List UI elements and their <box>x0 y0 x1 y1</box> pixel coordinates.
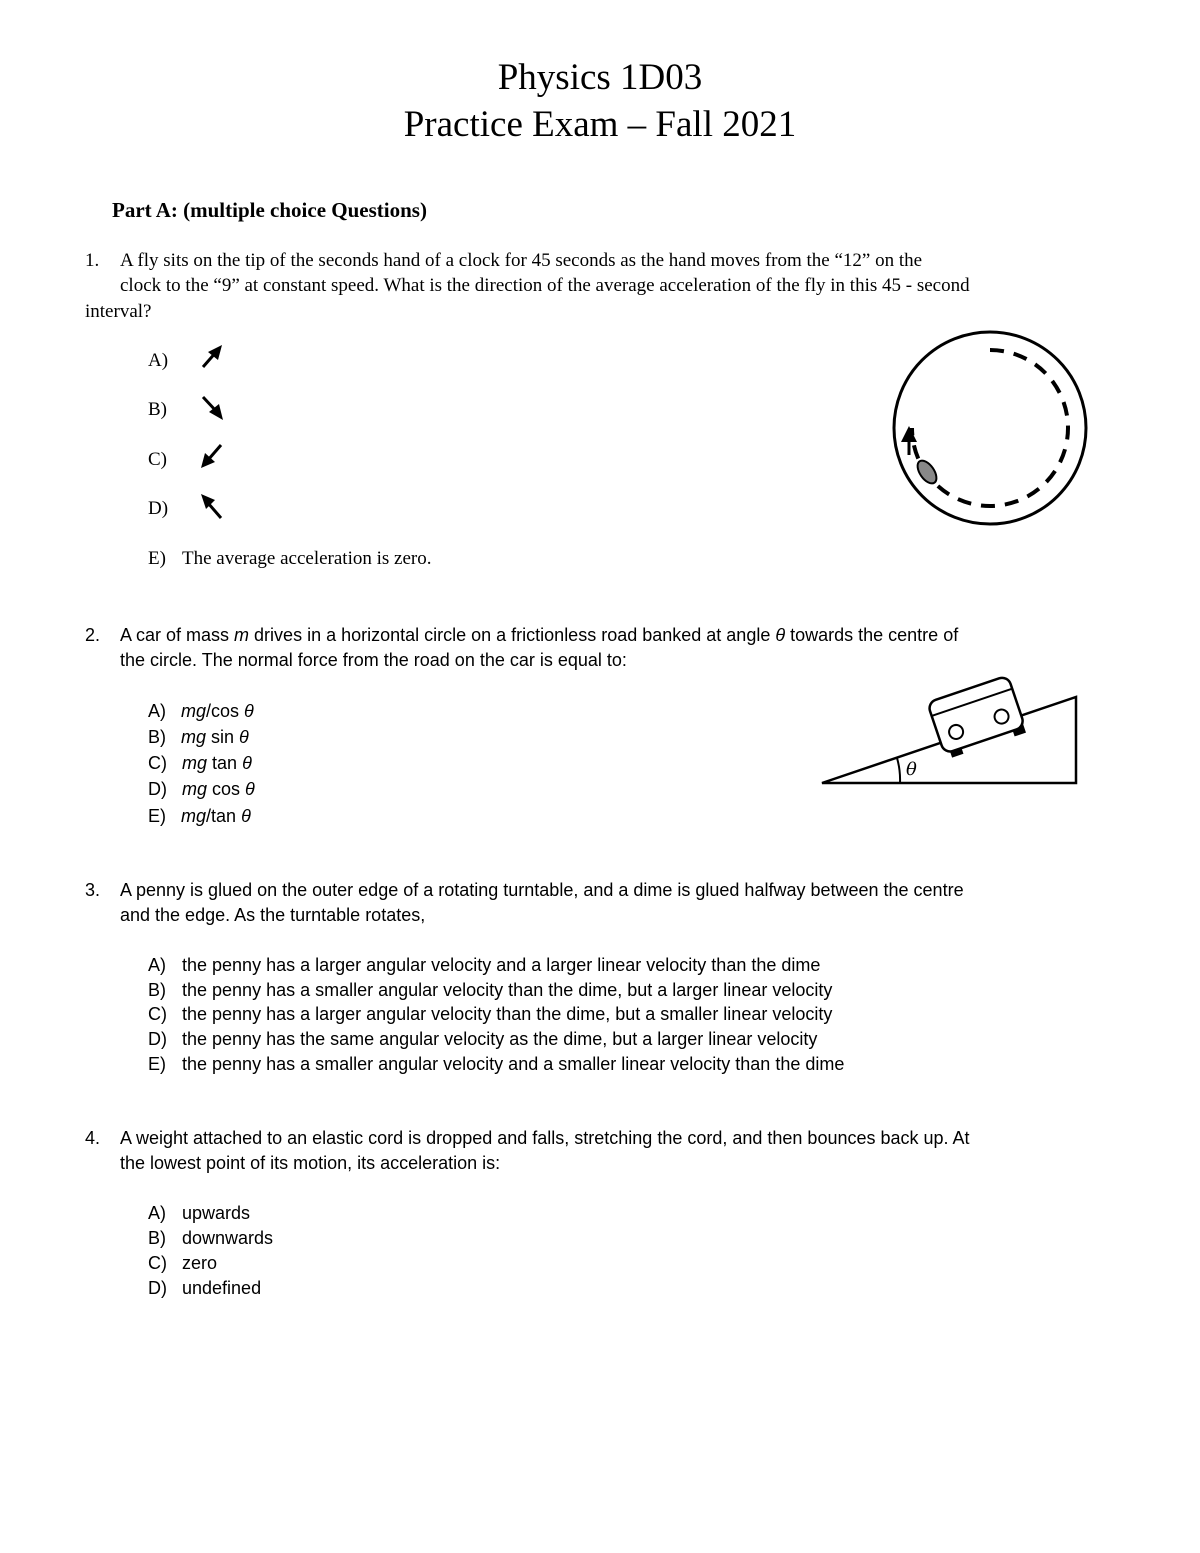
question-text-line: clock to the “9” at constant speed. What is the direction of the average acceleration of the fly in this 45 - second <box>120 275 970 296</box>
option-d: D) <box>148 1029 167 1049</box>
option-b: B) <box>148 980 166 1000</box>
option-e: E) mg/tan θ <box>148 806 251 826</box>
arrow-up-right-icon <box>195 340 231 376</box>
option-c: C) <box>148 1004 167 1024</box>
option-text: the penny has a larger angular velocity and a larger linear velocity than the dime <box>182 955 821 975</box>
option-text: zero <box>182 1253 218 1273</box>
question-text-line: the lowest point of its motion, its acceleration is: <box>120 1153 501 1173</box>
option-text: upwards <box>182 1203 251 1223</box>
option-text: the penny has a smaller angular velocity than the dime, but a larger linear velocity <box>182 980 833 1000</box>
option-text: the penny has a smaller angular velocity and a smaller linear velocity than the dime <box>182 1054 845 1074</box>
arrow-down-right-icon <box>195 390 231 426</box>
theta-label: θ <box>906 759 917 780</box>
option-letter: B) <box>148 399 167 420</box>
option-a: A) <box>148 1203 166 1223</box>
question-number: 3. <box>85 880 101 900</box>
option-c: C) mg tan θ <box>148 753 252 773</box>
arrow-down-left-icon <box>195 440 231 476</box>
option-text: the penny has a larger angular velocity than the dime, but a smaller linear velocity <box>182 1004 833 1024</box>
question-text-line: and the edge. As the turntable rotates, <box>120 905 426 925</box>
option-text: undefined <box>182 1278 262 1298</box>
fly-icon <box>914 457 940 486</box>
question-text-line: interval? <box>85 301 152 322</box>
option-b: B) <box>148 1228 166 1248</box>
question-text-line: A car of mass m drives in a horizontal circle on a frictionless road banked at angle θ towards the centre of <box>120 625 959 645</box>
option-a: A) mg/cos θ <box>148 701 254 721</box>
option-e: E) <box>148 1054 166 1074</box>
page-subtitle: Practice Exam – Fall 2021 <box>403 104 797 145</box>
question-text-line: A weight attached to an elastic cord is dropped and falls, stretching the cord, and then bounces back up. At <box>120 1128 970 1148</box>
option-letter: D) <box>148 498 169 519</box>
option-text: The average acceleration is zero. <box>182 548 432 569</box>
part-a-heading: Part A: (multiple choice Questions) <box>112 198 427 222</box>
question-number: 1. <box>85 250 100 271</box>
option-d: D) mg cos θ <box>148 779 255 799</box>
question-text-line: A penny is glued on the outer edge of a rotating turntable, and a dime is glued halfway between the centre <box>120 880 964 900</box>
question-text-line: the circle. The normal force from the road on the car is equal to: <box>120 650 627 670</box>
option-letter: A) <box>148 350 169 371</box>
question-number: 2. <box>85 625 101 645</box>
arrow-up-left-icon <box>195 490 231 526</box>
option-text: the penny has the same angular velocity as the dime, but a larger linear velocity <box>182 1029 818 1049</box>
option-d: D) <box>148 1278 167 1298</box>
clock-diagram <box>885 330 1095 530</box>
option-a: A) <box>148 955 166 975</box>
option-letter: E) <box>148 548 166 569</box>
option-text: downwards <box>182 1228 274 1248</box>
option-letter: C) <box>148 449 167 470</box>
option-c: C) <box>148 1253 167 1273</box>
banked-road-diagram <box>820 660 1085 790</box>
page-title: Physics 1D03 <box>497 57 703 98</box>
car-icon <box>927 675 1027 759</box>
question-text-line: A fly sits on the tip of the seconds hand of a clock for 45 seconds as the hand moves from the “12” on the <box>120 250 923 271</box>
option-b: B) mg sin θ <box>148 727 249 747</box>
question-number: 4. <box>85 1128 101 1148</box>
direction-arrow-head-icon <box>901 426 917 442</box>
